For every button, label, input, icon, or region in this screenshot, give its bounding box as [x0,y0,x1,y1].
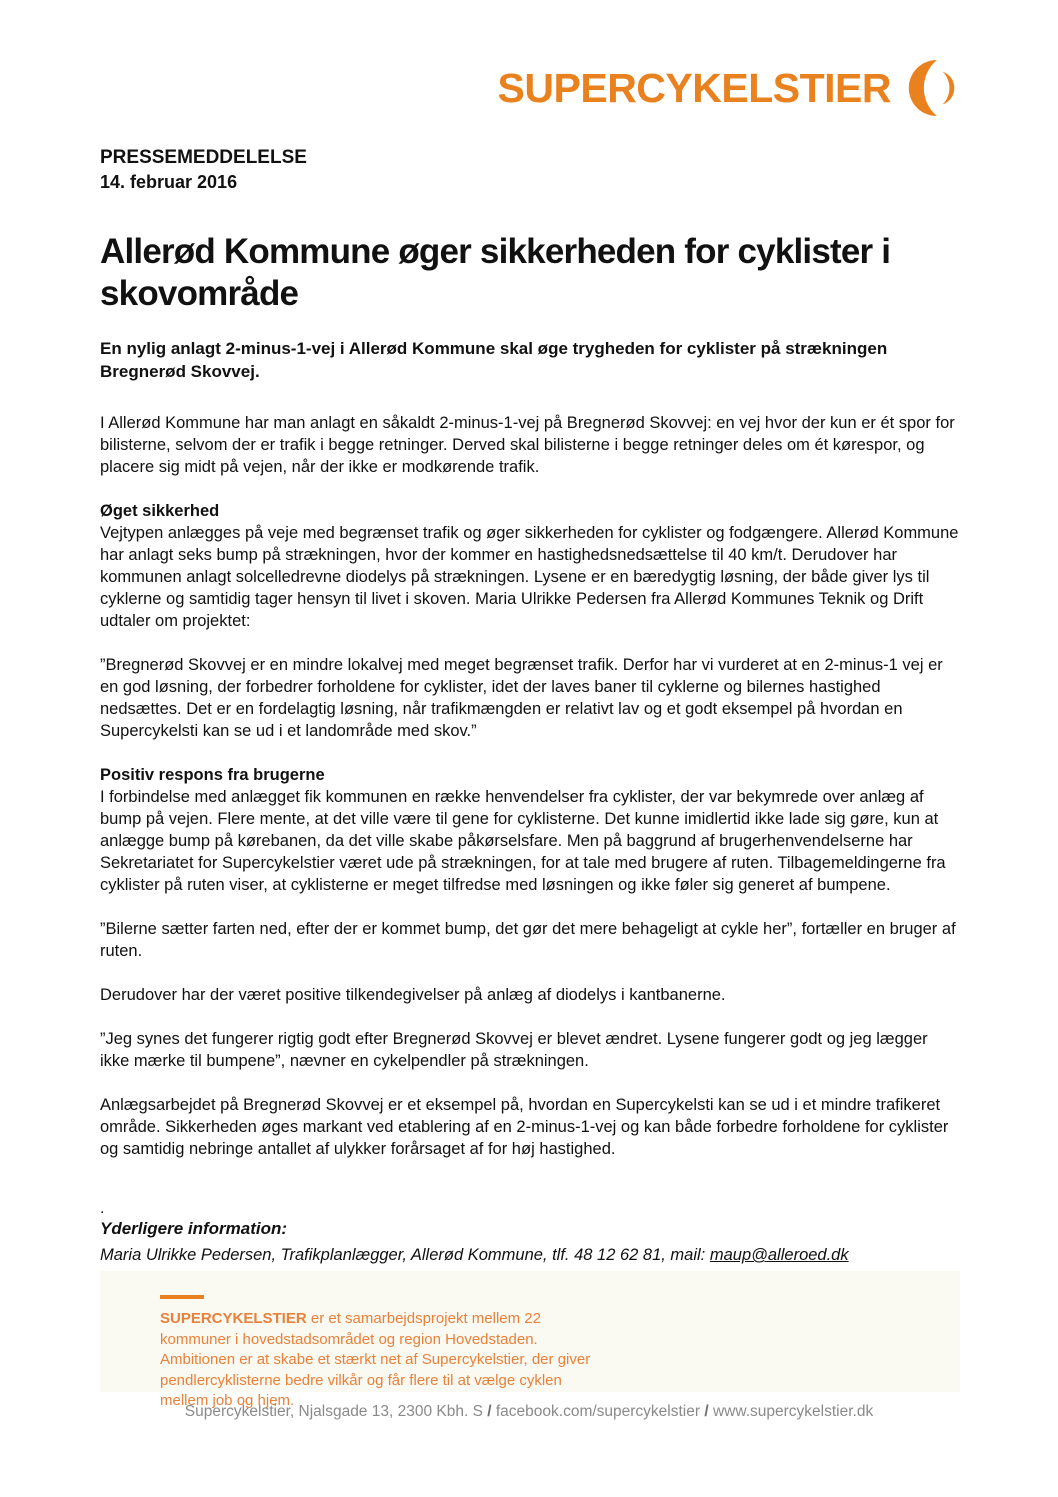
article-section [100,500,961,632]
section-paragraph: I Allerød Kommune har man anlagt en såkaldt 2-minus-1-vej på Bregnerød Skovvej: en vej hvor der kun er ét spor for bilisterne, selvom der er trafik i begge retninger. Derved skal bilisterne i begge retninger deles om ét kørespor, og placere sig midt på vejen, når der ikke er modkørende trafik. [100,414,955,477]
article-section [100,654,961,742]
contact-line [100,1242,961,1268]
article-section [100,412,961,478]
press-release-date: 14. februar 2016 [100,171,238,192]
section-paragraph: Anlægsarbejdet på Bregnerød Skovvej er et eksempel på, hvordan en Supercykelsti kan se ud i et mindre trafikeret område. Sikkerheden øges markant ved etablering af en 2-minus-1-vej og kan både forbedre forholdene for cyklister og samtidig nebringe antallet af ulykker forårsaget af for høj hastighed. [100,1096,949,1159]
stray-dot: . [100,1200,105,1218]
footer-about-text [160,1309,610,1412]
footer-facebook-url: facebook.com/supercykelstier [495,1403,701,1420]
footer-about-body: er et samarbejdsprojekt mellem 22 kommuner i hovedstadsområdet og region Hovedstaden. Ambitionen er at skabe et stærkt net af Supercykelstier, der giver pendlercyklisterne bedre vilkår og får flere til at vælge cyklen mellem job og hjem. [160,1310,591,1409]
footer-about-brand: SUPERCYKELSTIER [160,1310,307,1327]
article-section [100,1094,961,1160]
contact-heading: Yderligere information: [100,1219,288,1239]
section-paragraph: ”Bregnerød Skovvej er en mindre lokalvej med meget begrænset trafik. Derfor har vi vurderet at en 2-minus-1 vej er en god løsning, der forbedrer forholdene for cyklister, idet der laves baner til cyklerne og bilernes hastighed nedsættes. Det er en fordelagtig løsning, når trafikmængden er relativt lav og et godt eksempel på hvordan en Supercykelsti kan se ud i et landområde med skov.” [100,656,943,741]
masthead [100,0,961,118]
footer-website-url: www.supercykelstier.dk [712,1403,874,1420]
article-section [100,984,961,1006]
article-lede: En nylig anlagt 2-minus-1-vej i Allerød Kommune skal øge trygheden for cyklister på strækningen Bregnerød Skovvej. [100,339,888,382]
article-section [100,1028,961,1072]
footer-street-address: Supercykelstier, Njalsgade 13, 2300 Kbh. S [184,1403,483,1420]
article-body [100,412,961,1160]
press-release-kicker: PRESSEMEDDELELSE [100,147,307,168]
footer-about-panel [100,1271,960,1409]
section-paragraph: Derudover har der været positive tilkendegivelser på anlæg af diodelys i kantbanerne. [100,986,726,1005]
section-heading: Positiv respons fra brugerne [100,766,325,785]
logo-wordmark: SUPERCYKELSTIER [497,64,891,111]
kicker-block [100,146,961,194]
contact-line-text: Maria Ulrikke Pedersen, Trafikplanlægger, Allerød Kommune, tlf. 48 12 62 81, mail: [100,1246,710,1265]
section-paragraph: Vejtypen anlægges på veje med begrænset trafik og øger sikkerheden for cyklister og fodgængere. Allerød Kommune har anlagt seks bump på strækningen, hvor der kommer en hastighedsnedsættelse til 40 km/t. Derudover har kommunen anlagt solcelledrevne diodelys på strækningen. Lysene er en bæredygtig løsning, der både giver lys til cyklerne og samtidig tager hensyn til livet i skoven. Maria Ulrikke Pedersen fra Allerød Kommunes Teknik og Drift udtaler om projektet: [100,524,959,631]
contact-email-link[interactable]: maup@alleroed.dk [709,1246,849,1265]
section-paragraph: ”Jeg synes det fungerer rigtig godt efter Bregnerød Skovvej er blevet ændret. Lysene fungerer godt og jeg lægger ikke mærke til bumpene”, nævner en cykelpendler på strækningen. [100,1030,928,1071]
footer-orange-dash [160,1295,204,1299]
footer-separator-1: / [487,1403,492,1420]
article-title: Allerød Kommune øger sikkerheden for cyklister i skovområde [100,232,891,314]
logo-wheel-icon [903,58,961,118]
section-paragraph: ”Bilerne sætter farten ned, efter der er kommet bump, det gør det mere behageligt at cykle her”, fortæller en bruger af ruten. [100,920,956,961]
section-heading: Øget sikkerhed [100,502,220,521]
section-paragraph: I forbindelse med anlægget fik kommunen en række henvendelser fra cyklister, der var bekymrede over anlæg af bump på vejen. Flere mente, at det ville være til gene for cyklisterne. Det kunne imidlertid ikke lade sig gøre, kun at anlægge bump på kørebanen, da det ville skabe påkørselsfare. Men på baggrund af brugerhenvendelserne har Sekretariatet for Supercykelstier været ude på strækningen, for at tale med brugere af ruten. Tilbagemeldingerne fra cyklister på ruten viser, at cyklisterne er meget tilfredse med løsningen og ikke føler sig generet af bumpene. [100,788,946,895]
footer-separator-2: / [704,1403,709,1420]
footer-address-line [0,1403,1058,1421]
supercykelstier-logo [498,58,961,118]
article-section [100,764,961,896]
article-section [100,918,961,962]
